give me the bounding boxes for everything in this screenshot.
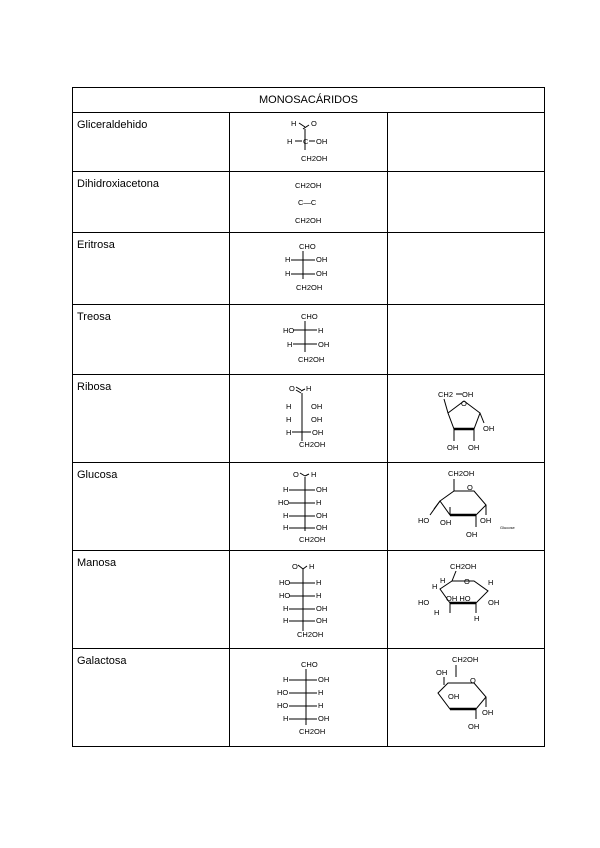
svg-text:O: O xyxy=(292,562,299,571)
svg-text:H: H xyxy=(433,608,440,617)
svg-text:CH2OH: CH2OH xyxy=(296,283,323,292)
svg-text:H: H xyxy=(306,384,312,393)
svg-text:O: O xyxy=(460,399,467,408)
table-row xyxy=(73,551,545,649)
svg-text:H: H xyxy=(286,428,292,437)
svg-text:OH HO: OH HO xyxy=(445,594,471,603)
svg-text:H: H xyxy=(316,578,322,587)
svg-text:HO: HO xyxy=(278,498,290,507)
row-name: Glucosa xyxy=(77,469,118,481)
svg-text:OH: OH xyxy=(467,443,480,452)
name-cell xyxy=(73,233,230,305)
svg-text:OH: OH xyxy=(446,443,459,452)
row-name: Galactosa xyxy=(77,655,127,667)
table-row xyxy=(73,649,545,747)
svg-text:CH2OH: CH2OH xyxy=(298,355,325,364)
svg-text:CH2OH: CH2OH xyxy=(299,440,326,449)
svg-text:O: O xyxy=(289,384,296,393)
svg-text:OH: OH xyxy=(447,692,460,701)
svg-text:OH: OH xyxy=(318,675,330,684)
fischer-cell xyxy=(230,375,387,463)
svg-text:CH2: CH2 xyxy=(437,390,453,399)
row-name: Dihidroxiacetona xyxy=(77,178,159,190)
svg-text:OH: OH xyxy=(487,598,500,607)
table-row xyxy=(73,113,545,172)
svg-text:OH: OH xyxy=(311,402,323,411)
dihidroxiacetona-fischer xyxy=(243,172,373,232)
name-cell xyxy=(73,649,230,747)
treosa-fischer xyxy=(243,305,373,374)
svg-text:O: O xyxy=(311,119,318,128)
svg-text:H: H xyxy=(283,511,289,520)
svg-text:H: H xyxy=(318,688,324,697)
name-cell xyxy=(73,551,230,649)
svg-text:CH2OH: CH2OH xyxy=(295,181,322,190)
svg-text:CH2OH: CH2OH xyxy=(451,655,479,664)
svg-text:OH: OH xyxy=(467,722,480,731)
svg-text:OH: OH xyxy=(316,604,328,613)
ribosa-fischer xyxy=(243,375,373,462)
galactosa-ring xyxy=(404,649,528,746)
row-name: Gliceraldehido xyxy=(77,119,148,131)
table-row xyxy=(73,233,545,305)
svg-text:H: H xyxy=(311,470,317,479)
svg-text:OH: OH xyxy=(482,424,495,433)
row-name: Eritrosa xyxy=(77,239,115,251)
svg-text:OH: OH xyxy=(312,428,324,437)
svg-text:HO: HO xyxy=(279,578,291,587)
svg-text:H: H xyxy=(287,340,293,349)
manosa-fischer xyxy=(243,551,373,648)
svg-text:H: H xyxy=(283,675,289,684)
row-name: Ribosa xyxy=(77,381,112,393)
svg-text:CHO: CHO xyxy=(299,242,317,251)
ring-cell xyxy=(387,463,544,551)
ring-cell xyxy=(387,233,544,305)
svg-text:CH2OH: CH2OH xyxy=(297,630,324,639)
ring-cell xyxy=(387,172,544,233)
svg-text:H: H xyxy=(283,523,289,532)
svg-text:HO: HO xyxy=(277,688,289,697)
table-row xyxy=(73,172,545,233)
name-cell xyxy=(73,463,230,551)
table-row xyxy=(73,305,545,375)
svg-text:OH: OH xyxy=(316,616,328,625)
svg-text:H: H xyxy=(487,578,494,587)
svg-text:CH2OH: CH2OH xyxy=(299,535,326,544)
svg-text:H: H xyxy=(291,119,297,128)
svg-text:HO: HO xyxy=(277,701,289,710)
svg-text:H: H xyxy=(283,714,289,723)
svg-text:CH2OH: CH2OH xyxy=(301,154,328,163)
ring-cell xyxy=(387,375,544,463)
svg-text:OH: OH xyxy=(465,530,478,539)
svg-text:H: H xyxy=(318,701,324,710)
svg-text:OH: OH xyxy=(439,518,452,527)
svg-text:C—C: C—C xyxy=(298,198,317,207)
glucosa-fischer xyxy=(243,463,373,550)
svg-text:H: H xyxy=(309,562,315,571)
svg-text:OH: OH xyxy=(318,714,330,723)
svg-text:OH: OH xyxy=(435,668,448,677)
glucosa-ring xyxy=(404,463,528,550)
svg-text:CH2OH: CH2OH xyxy=(447,469,475,478)
fischer-cell xyxy=(230,305,387,375)
table-row xyxy=(73,375,545,463)
svg-text:OH: OH xyxy=(481,708,494,717)
svg-text:O: O xyxy=(466,483,473,492)
svg-text:OH: OH xyxy=(479,516,492,525)
svg-text:OH: OH xyxy=(316,269,328,278)
fischer-cell xyxy=(230,233,387,305)
svg-text:CHO: CHO xyxy=(301,312,319,321)
ring-cell xyxy=(387,649,544,747)
svg-text:HO: HO xyxy=(283,326,295,335)
svg-text:H: H xyxy=(473,614,480,623)
gliceraldehido-fischer xyxy=(243,113,373,171)
svg-text:H: H xyxy=(287,137,293,146)
svg-text:O: O xyxy=(293,470,300,479)
svg-text:O: O xyxy=(463,577,470,586)
svg-text:OH: OH xyxy=(318,340,330,349)
svg-text:OH: OH xyxy=(316,511,328,520)
svg-text:CH2OH: CH2OH xyxy=(449,562,477,571)
svg-text:H: H xyxy=(316,498,322,507)
svg-text:H: H xyxy=(285,255,291,264)
svg-text:OH: OH xyxy=(461,390,474,399)
svg-text:H: H xyxy=(431,582,438,591)
name-cell xyxy=(73,113,230,172)
monosacaridos-table xyxy=(72,87,545,747)
ribosa-ring xyxy=(404,375,528,462)
svg-text:OH: OH xyxy=(311,415,323,424)
name-cell xyxy=(73,172,230,233)
manosa-ring xyxy=(404,551,528,648)
fischer-cell xyxy=(230,113,387,172)
svg-text:HO: HO xyxy=(417,516,430,525)
svg-text:H: H xyxy=(285,269,291,278)
fischer-cell xyxy=(230,463,387,551)
fischer-cell xyxy=(230,551,387,649)
svg-text:H: H xyxy=(286,402,292,411)
ring-cell xyxy=(387,305,544,375)
ring-cell xyxy=(387,113,544,172)
svg-text:CH2OH: CH2OH xyxy=(295,216,322,225)
table-title: MONOSACÁRIDOS xyxy=(73,88,545,113)
eritrosa-fischer xyxy=(243,233,373,304)
table-row xyxy=(73,463,545,551)
ring-cell xyxy=(387,551,544,649)
svg-text:OH: OH xyxy=(316,485,328,494)
name-cell xyxy=(73,375,230,463)
svg-text:HO: HO xyxy=(417,598,430,607)
svg-text:H: H xyxy=(286,415,292,424)
svg-text:HO: HO xyxy=(279,591,291,600)
row-name: Manosa xyxy=(77,557,117,569)
svg-text:Glucose: Glucose xyxy=(499,525,515,530)
name-cell xyxy=(73,305,230,375)
svg-text:H: H xyxy=(318,326,324,335)
svg-text:H: H xyxy=(316,591,322,600)
svg-text:C: C xyxy=(303,137,309,146)
row-name: Treosa xyxy=(77,311,111,323)
svg-text:H: H xyxy=(439,576,446,585)
svg-text:H: H xyxy=(283,604,289,613)
svg-text:CHO: CHO xyxy=(301,660,319,669)
svg-text:CH2OH: CH2OH xyxy=(299,727,326,736)
fischer-cell xyxy=(230,649,387,747)
svg-text:O: O xyxy=(469,676,476,685)
svg-text:OH: OH xyxy=(316,255,328,264)
svg-text:H: H xyxy=(283,616,289,625)
table-header-row xyxy=(73,88,545,113)
svg-text:OH: OH xyxy=(316,137,328,146)
fischer-cell xyxy=(230,172,387,233)
svg-text:H: H xyxy=(283,485,289,494)
svg-text:OH: OH xyxy=(316,523,328,532)
galactosa-fischer xyxy=(243,649,373,746)
